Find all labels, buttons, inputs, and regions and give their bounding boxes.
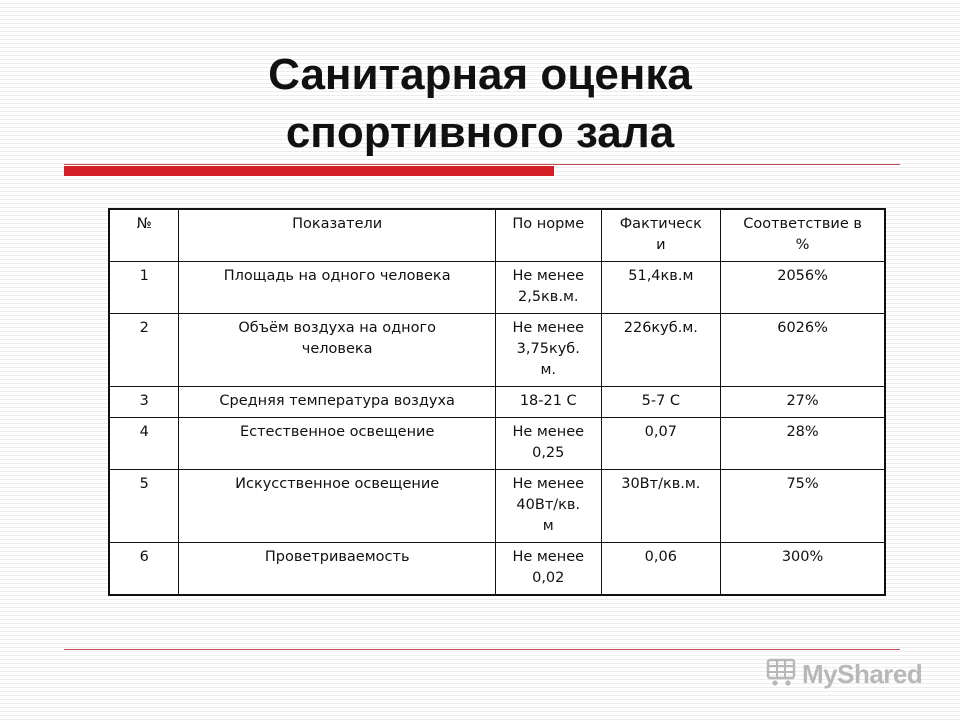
header-number: № [109, 209, 179, 262]
title-divider-line [64, 164, 900, 165]
table-header-row [109, 209, 885, 262]
row-number: 6 [109, 543, 179, 596]
row-norm: Не менее 2,5кв.м. [495, 262, 601, 314]
slide-title-line-2: спортивного зала [285, 108, 675, 157]
row-number: 3 [109, 387, 179, 418]
row-actual: 5-7 С [601, 387, 721, 418]
row-indicator: Естественное освещение [179, 418, 496, 470]
watermark-text: MyShared [802, 658, 923, 689]
row-indicator: Площадь на одного человека [179, 262, 496, 314]
row-indicator: Искусственное освещение [179, 470, 496, 543]
row-norm: Не менее 40Вт/кв. м [495, 470, 601, 543]
row-actual: 0,06 [601, 543, 721, 596]
row-compliance: 2056% [721, 262, 885, 314]
watermark-logo [766, 656, 922, 692]
header-actual: Фактическ и [601, 209, 721, 262]
table-row [109, 314, 885, 387]
row-compliance: 27% [721, 387, 885, 418]
row-number: 1 [109, 262, 179, 314]
table-row [109, 387, 885, 418]
header-compliance: Соответствие в % [721, 209, 885, 262]
row-norm: 18-21 С [495, 387, 601, 418]
row-number: 5 [109, 470, 179, 543]
row-compliance: 6026% [721, 314, 885, 387]
row-norm: Не менее 0,02 [495, 543, 601, 596]
row-norm: Не менее 3,75куб. м. [495, 314, 601, 387]
row-compliance: 75% [721, 470, 885, 543]
row-actual: 226куб.м. [601, 314, 721, 387]
row-indicator: Средняя температура воздуха [179, 387, 496, 418]
assessment-table [108, 208, 886, 596]
row-compliance: 300% [721, 543, 885, 596]
slide-title-line-1: Санитарная оценка [268, 50, 692, 99]
row-number: 2 [109, 314, 179, 387]
row-compliance: 28% [721, 418, 885, 470]
table-row [109, 262, 885, 314]
row-indicator: Проветриваемость [179, 543, 496, 596]
table-row [109, 418, 885, 470]
table-row [109, 470, 885, 543]
header-indicators: Показатели [179, 209, 496, 262]
cart-icon [766, 656, 798, 692]
row-actual: 30Вт/кв.м. [601, 470, 721, 543]
title-accent-bar [64, 166, 554, 176]
row-indicator: Объём воздуха на одного человека [179, 314, 496, 387]
row-norm: Не менее 0,25 [495, 418, 601, 470]
footer-divider-line [64, 649, 900, 650]
row-actual: 0,07 [601, 418, 721, 470]
row-actual: 51,4кв.м [601, 262, 721, 314]
slide-title [0, 46, 960, 162]
header-norm: По норме [495, 209, 601, 262]
row-number: 4 [109, 418, 179, 470]
table-row [109, 543, 885, 596]
